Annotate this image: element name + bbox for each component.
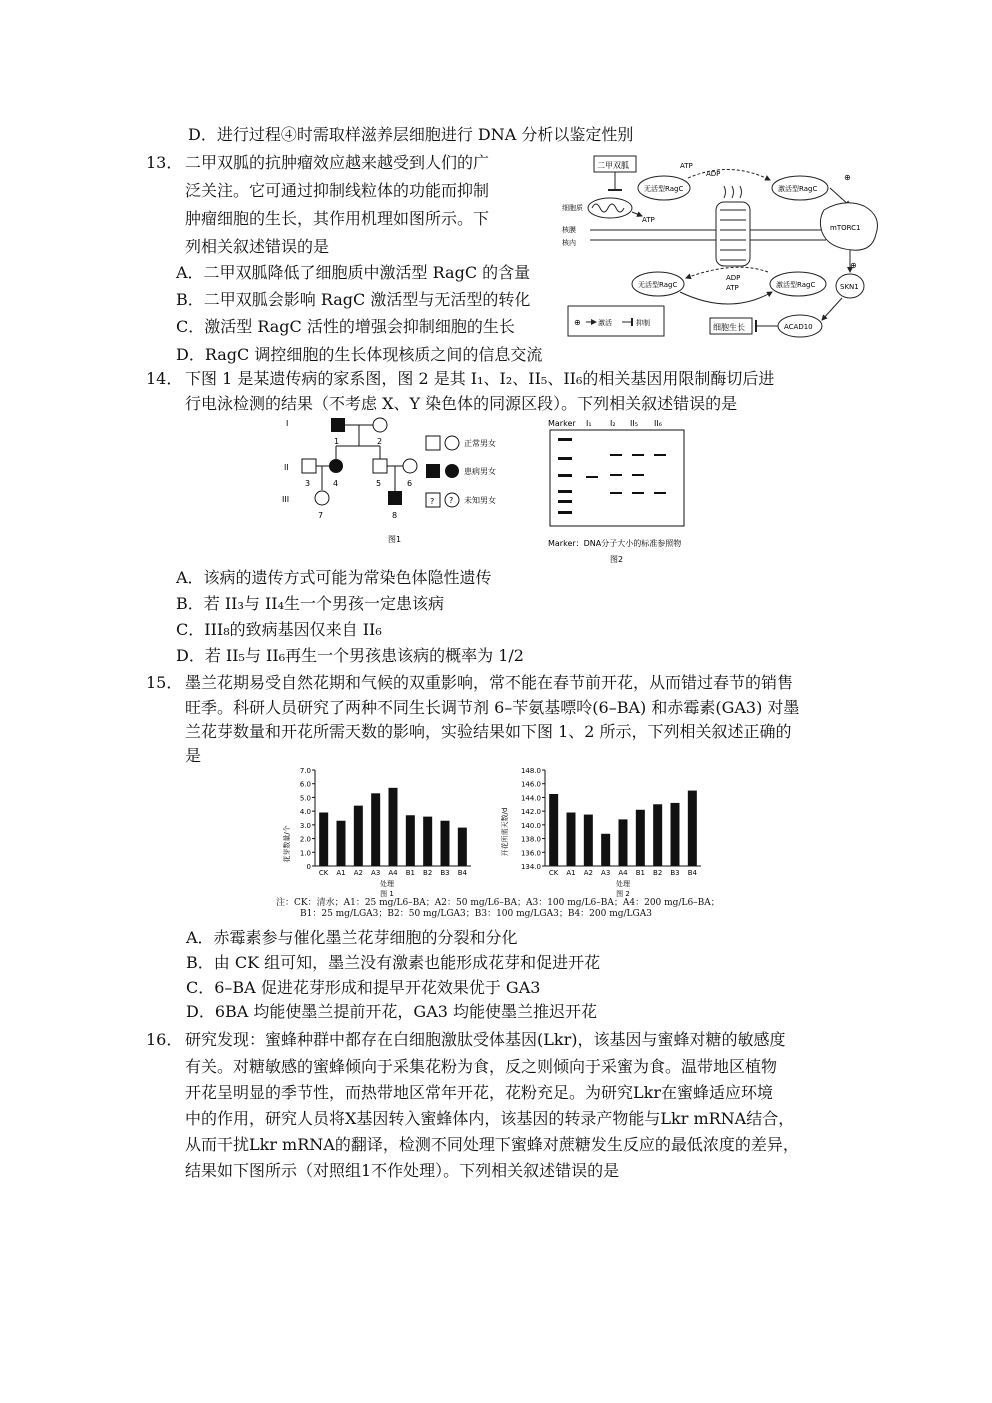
y-tick-label: 146.0 [520, 780, 541, 789]
cytoplasm-label: 细胞质 [562, 204, 583, 212]
q16-stem-line: 有关。对糖敏感的蜜蜂倾向于采集花粉为食，反之则倾向于采蜜为食。温带地区植物 [185, 1057, 778, 1076]
q14-number: 14． [146, 369, 183, 388]
y-tick-label: 1.0 [299, 849, 311, 858]
svg-text:?: ? [449, 496, 454, 505]
x-tick-label: B2 [653, 869, 663, 877]
y-tick-label: 142.0 [520, 808, 541, 817]
generation-i-label: I [286, 419, 289, 428]
flower-bud-count-chart [275, 762, 475, 902]
q15-number: 15． [146, 673, 183, 692]
chart1-caption: 图 1 [380, 890, 394, 898]
x-tick-label: A2 [353, 869, 363, 877]
bar-A4 [389, 788, 398, 866]
x-tick-label: A1 [566, 869, 576, 877]
y-tick-label: 2.0 [299, 835, 311, 844]
q13-stem-line: 列相关叙述错误的是 [185, 237, 330, 256]
id-7: 7 [318, 511, 324, 520]
adp-label: ADP [726, 274, 741, 282]
q13-option-c: C．激活型 RagC 活性的增强会抑制细胞的生长 [176, 317, 515, 336]
bar-A2 [584, 815, 593, 866]
mtorc1-label: mTORC1 [830, 224, 861, 232]
x-tick-label: A3 [371, 869, 381, 877]
q13-option-d: D．RagC 调控细胞的生长体现核质之间的信息交流 [176, 345, 543, 364]
growth-label: 细胞生长 [713, 323, 745, 332]
individual-i1-affected-male [331, 418, 345, 432]
x-tick-label: B2 [423, 869, 433, 877]
generation-ii-label: II [284, 463, 289, 472]
individual-ii3-normal-male [302, 459, 316, 473]
flowering-days-chart [495, 762, 715, 902]
q15-option-a: A．赤霉素参与催化墨兰花芽细胞的分裂和分化 [186, 928, 518, 947]
id-4: 4 [333, 479, 339, 488]
q13-option-a: A．二甲双胍降低了细胞质中激活型 RagC 的含量 [176, 263, 531, 282]
bar-A1 [337, 821, 346, 866]
legend-normal-female [445, 436, 459, 450]
chart2-caption: 图 2 [616, 890, 630, 898]
svg-text:?: ? [430, 497, 435, 506]
x-tick-label: A4 [388, 869, 398, 877]
lane-i2-header: I₂ [610, 419, 616, 428]
x-tick-label: A1 [336, 869, 346, 877]
x-tick-label: B4 [457, 869, 467, 877]
chart1-ylabel: 花芽数量/个 [283, 825, 291, 863]
bar-A3 [601, 834, 610, 866]
q15-option-c: C．6–BA 促进花芽形成和提早开花效果优于 GA3 [186, 978, 541, 997]
nucleus-label: 核内 [562, 239, 576, 247]
legend-inhibit-label: 抑制 [636, 319, 650, 327]
skn1-label: SKN1 [840, 283, 859, 291]
acad10-label: ACAD10 [784, 323, 813, 331]
legend-affected-female [445, 464, 459, 478]
inactive-ragc-label: 无活型RagC [638, 281, 678, 289]
fig2-caption: 图2 [610, 555, 624, 564]
id-1: 1 [334, 437, 340, 446]
bar-B1 [406, 815, 415, 866]
fig1-caption: 图1 [388, 535, 402, 544]
chart1-xlabel: 处理 [380, 880, 394, 888]
bar-B4 [688, 791, 697, 866]
y-tick-label: 6.0 [299, 780, 311, 789]
individual-ii4-affected-female [329, 459, 343, 473]
y-tick-label: 4.0 [299, 808, 311, 817]
q16-stem-line: 从而干扰Lkr mRNA的翻译，检测不同处理下蜜蜂对蔗糖发生反应的最低浓度的差异， [185, 1135, 799, 1154]
q15-stem-line: 墨兰花期易受自然花期和气候的双重影响，常不能在春节前开花，从而错过春节的销售 [185, 673, 794, 692]
id-6: 6 [407, 479, 413, 488]
q16-stem-line: 中的作用，研究人员将X基因转入蜜蜂体内，该基因的转录产物能与Lkr mRNA结合， [185, 1109, 795, 1128]
x-tick-label: B1 [405, 869, 415, 877]
q14-option-b: B．若 II₃与 II₄生一个男孩一定患该病 [176, 594, 445, 613]
id-3: 3 [305, 479, 311, 488]
q15-figure-note: B1：25 mg/LGA3；B2：50 mg/LGA3；B3：100 mg/LGA3；B4：200 mg/LGA3 [300, 909, 652, 919]
x-tick-label: CK [548, 869, 559, 877]
q14-option-c: C．III₈的致病基因仅来自 II₆ [176, 620, 382, 639]
legend-affected-male [426, 464, 440, 478]
y-tick-label: 148.0 [520, 767, 541, 775]
lane-ii5-header: II₅ [630, 419, 638, 428]
drug-label: 二甲双胍 [597, 161, 629, 170]
x-tick-label: A2 [583, 869, 593, 877]
legend-activate-label: 激活 [598, 319, 612, 327]
bar-B4 [458, 828, 467, 866]
bar-B1 [636, 810, 645, 866]
q12-option-d: D．进行过程④时需取样滋养层细胞进行 DNA 分析以鉴定性别 [188, 125, 634, 144]
adp-label: ADP [706, 170, 721, 178]
q13-stem-line: 二甲双胍的抗肿瘤效应越来越受到人们的广 [185, 153, 490, 172]
marker-note: Marker：DNA分子大小的标准参照物 [548, 539, 682, 548]
x-tick-label: B4 [687, 869, 697, 877]
q14-option-d: D．若 II₅与 II₆再生一个男孩患该病的概率为 1/2 [176, 646, 524, 665]
q14-pedigree-figure [280, 414, 540, 548]
active-ragc-label: 激活型RagC [778, 185, 818, 193]
y-tick-label: 144.0 [520, 794, 541, 803]
individual-ii6-normal-female [403, 459, 417, 473]
y-tick-label: 0 [306, 863, 311, 871]
q13-option-b: B．二甲双胍会影响 RagC 激活型与无活型的转化 [176, 290, 531, 309]
bar-CK [549, 794, 558, 866]
q15-option-d: D．6BA 均能使墨兰提前开花，GA3 均能使墨兰推迟开花 [186, 1002, 598, 1021]
individual-iii7-normal-female [315, 491, 329, 505]
bar-A4 [619, 819, 628, 866]
legend-unknown-label: 未知男女 [464, 496, 496, 505]
bar-CK [319, 813, 328, 866]
nuclear-membrane-label: 核膜 [562, 226, 576, 234]
activate-sign: ⊕ [574, 318, 581, 327]
x-tick-label: A3 [601, 869, 611, 877]
q16-number: 16． [146, 1030, 183, 1049]
q14-electrophoresis-figure [544, 414, 734, 568]
chart2-ylabel: 开花所需天数/d [501, 807, 509, 857]
x-tick-label: A4 [618, 869, 628, 877]
q13-number: 13． [146, 153, 183, 172]
x-tick-label: B1 [635, 869, 645, 877]
generation-iii-label: III [282, 495, 290, 504]
q13-stem-line: 泛关注。它可通过抑制线粒体的功能而抑制 [185, 181, 490, 200]
bar-B2 [653, 804, 662, 866]
q16-stem-line: 开花呈明显的季节性，而热带地区常年开花，花粉充足。为研究Lkr在蜜蜂适应环境 [185, 1083, 773, 1102]
legend-affected-label: 患病男女 [464, 467, 496, 476]
q16-stem-line: 结果如下图所示（对照组1不作处理）。下列相关叙述错误的是 [185, 1161, 620, 1180]
marker-header: Marker [548, 419, 576, 428]
x-tick-label: B3 [440, 869, 450, 877]
atp-label: ATP [680, 162, 693, 170]
q15-stem-line: 旺季。科研人员研究了两种不同生长调节剂 6–苄氨基嘌呤(6–BA) 和赤霉素(GA3) 对墨 [185, 698, 800, 717]
individual-i2-normal-female [373, 418, 387, 432]
q15-stem-line: 是 [185, 746, 202, 765]
q14-stem-line: 下图 1 是某遗传病的家系图，图 2 是其 I₁、I₂、II₅、II₆的相关基因用限制酶切后进 [185, 369, 775, 388]
bar-B3 [671, 803, 680, 866]
nuclear-pore-icon [716, 186, 750, 266]
bar-B3 [441, 821, 450, 866]
individual-ii5-normal-male [373, 459, 387, 473]
legend-normal-male [426, 436, 440, 450]
y-tick-label: 7.0 [299, 767, 311, 775]
bar-A1 [567, 813, 576, 866]
y-tick-label: 136.0 [520, 849, 541, 858]
q13-stem-line: 肿瘤细胞的生长，其作用机理如图所示。下 [185, 209, 490, 228]
lane-ii6-header: II₆ [654, 419, 662, 428]
chart2-xlabel: 处理 [616, 880, 630, 888]
y-tick-label: 5.0 [299, 794, 311, 803]
individual-iii8-affected-male [388, 491, 402, 505]
lane-i1-header: I₁ [586, 419, 592, 428]
q16-stem-line: 研究发现：蜜蜂种群中都存在白细胞激肽受体基因(Lkr)，该基因与蜜蜂对糖的敏感度 [185, 1030, 786, 1049]
y-tick-label: 140.0 [520, 821, 541, 830]
activate-sign: ⊕ [844, 173, 851, 182]
q15-option-b: B．由 CK 组可知，墨兰没有激素也能形成花芽和促进开花 [186, 953, 601, 972]
inactive-ragc-label: 无活型RagC [644, 185, 684, 193]
active-ragc-label: 激活型RagC [776, 281, 816, 289]
id-5: 5 [376, 479, 382, 488]
mitochondrion-icon [588, 198, 632, 218]
q14-stem-line: 行电泳检测的结果（不考虑 X、Y 染色体的同源区段）。下列相关叙述错误的是 [185, 394, 738, 413]
atp-label: ATP [642, 216, 655, 224]
q13-mechanism-diagram [560, 148, 900, 344]
bar-B2 [423, 817, 432, 866]
id-2: 2 [377, 437, 383, 446]
bar-A3 [371, 793, 380, 866]
q14-option-a: A．该病的遗传方式可能为常染色体隐性遗传 [176, 568, 492, 587]
bar-A2 [354, 806, 363, 866]
activate-sign: ⊕ [850, 261, 857, 270]
y-tick-label: 134.0 [520, 863, 541, 871]
x-tick-label: B3 [670, 869, 680, 877]
q15-stem-line: 兰花芽数量和开花所需天数的影响，实验结果如下图 1、2 所示，下列相关叙述正确的 [185, 722, 792, 741]
atp-label: ATP [726, 284, 739, 292]
y-tick-label: 3.0 [299, 821, 311, 830]
legend-normal-label: 正常男女 [464, 439, 496, 448]
y-tick-label: 138.0 [520, 835, 541, 844]
id-8: 8 [392, 511, 398, 520]
x-tick-label: CK [318, 869, 329, 877]
q15-figure-note: 注：CK：清水；A1：25 mg/L6–BA；A2：50 mg/L6–BA；A3：100 mg/L6–BA；A4：200 mg/L6–BA； [276, 898, 720, 908]
